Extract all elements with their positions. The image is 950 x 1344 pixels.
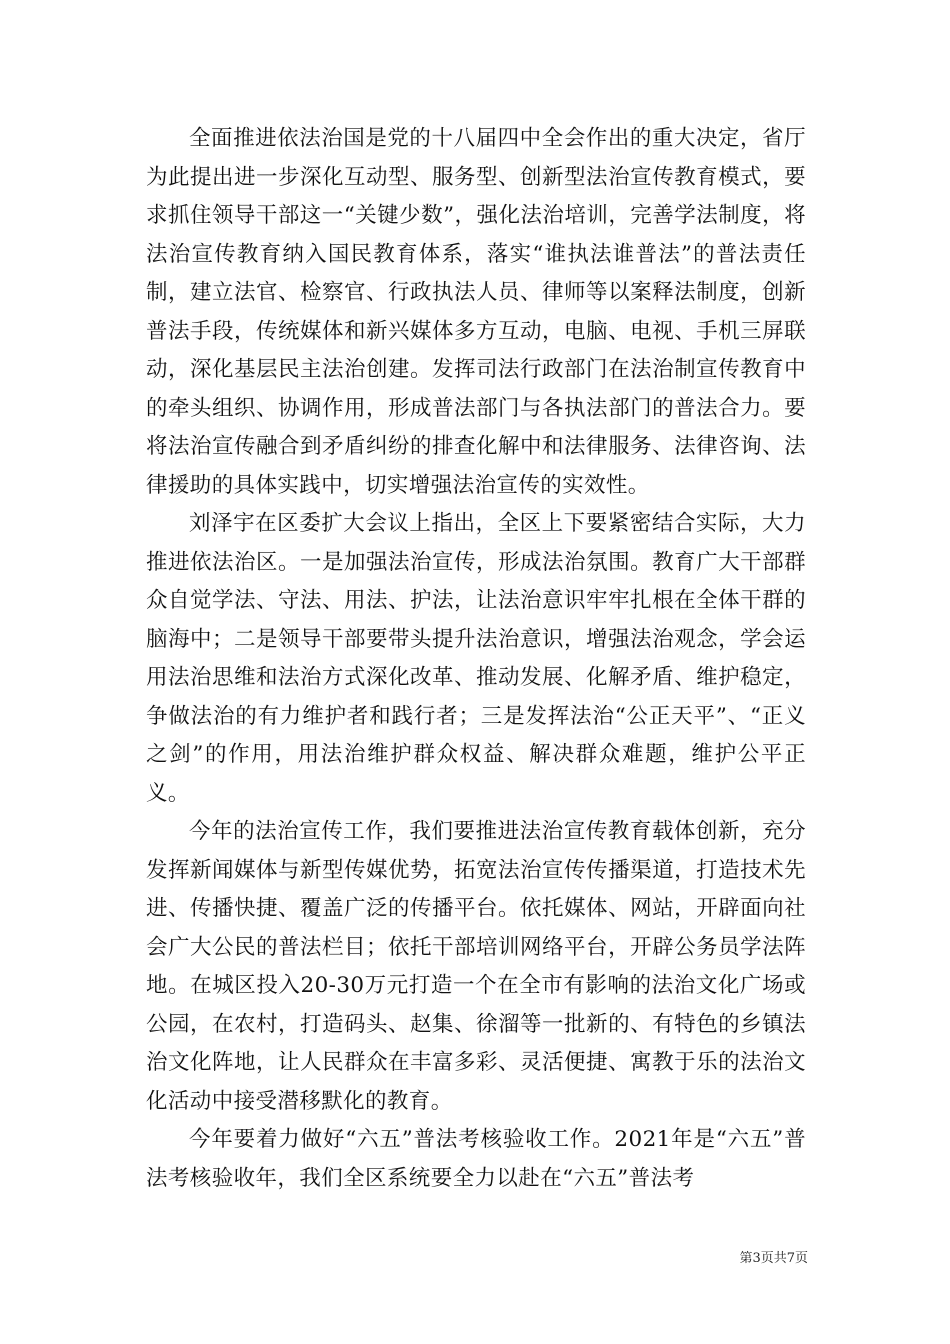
paragraph: 全面推进依法治国是党的十八届四中全会作出的重大决定，省厅为此提出进一步深化互动型、服务型、创新型法治宣传教育模式，要求抓住领导干部这一“关键少数”，强化法治培训，完善学法制度，将法治宣传教育纳入国民教育体系，落实“谁执法谁普法”的普法责任制，建立法官、检察官、行政执法人员、律师等以案释法制度，创新普法手段，传统媒体和新兴媒体多方互动，电脑、电视、手机三屏联动，深化基层民主法治创建。发挥司法行政部门在法治制宣传教育中的牵头组织、协调作用，形成普法部门与各执法部门的普法合力。要将法治宣传融合到矛盾纠纷的排查化解中和法律服务、法律咨询、法律援助的具体实践中，切实增强法治宣传的实效性。: [146, 126, 806, 498]
paragraph: 今年的法治宣传工作，我们要推进法治宣传教育载体创新，充分发挥新闻媒体与新型传媒优势，拓宽法治宣传传播渠道，打造技术先进、传播快捷、覆盖广泛的传播平台。依托媒体、网站，开辟面向社会广大公民的普法栏目；依托干部培训网络平台，开辟公务员学法阵地。在城区投入20-30万元打造一个在全市有影响的法治文化广场或公园，在农村，打造码头、赵集、徐溜等一批新的、有特色的乡镇法治文化阵地，让人民群众在丰富多彩、灵活便捷、寓教于乐的法治文化活动中接受潜移默化的教育。: [146, 819, 806, 1114]
document-body: [146, 120, 806, 1198]
paragraph: 今年要着力做好“六五”普法考核验收工作。2021年是“六五”普法考核验收年，我们全区系统要全力以赴在“六五”普法考: [146, 1127, 806, 1191]
paragraph: 刘泽宇在区委扩大会议上指出，全区上下要紧密结合实际，大力推进依法治区。一是加强法治宣传，形成法治氛围。教育广大干部群众自觉学法、守法、用法、护法，让法治意识牢牢扎根在全体干群的脑海中；二是领导干部要带头提升法治意识，增强法治观念，学会运用法治思维和法治方式深化改革、推动发展、化解矛盾、维护稳定，争做法治的有力维护者和践行者；三是发挥法治“公正天平”、“正义之剑”的作用，用法治维护群众权益、解决群众难题，维护公平正义。: [146, 511, 806, 806]
page-number: 第3页共7页: [739, 1251, 808, 1266]
